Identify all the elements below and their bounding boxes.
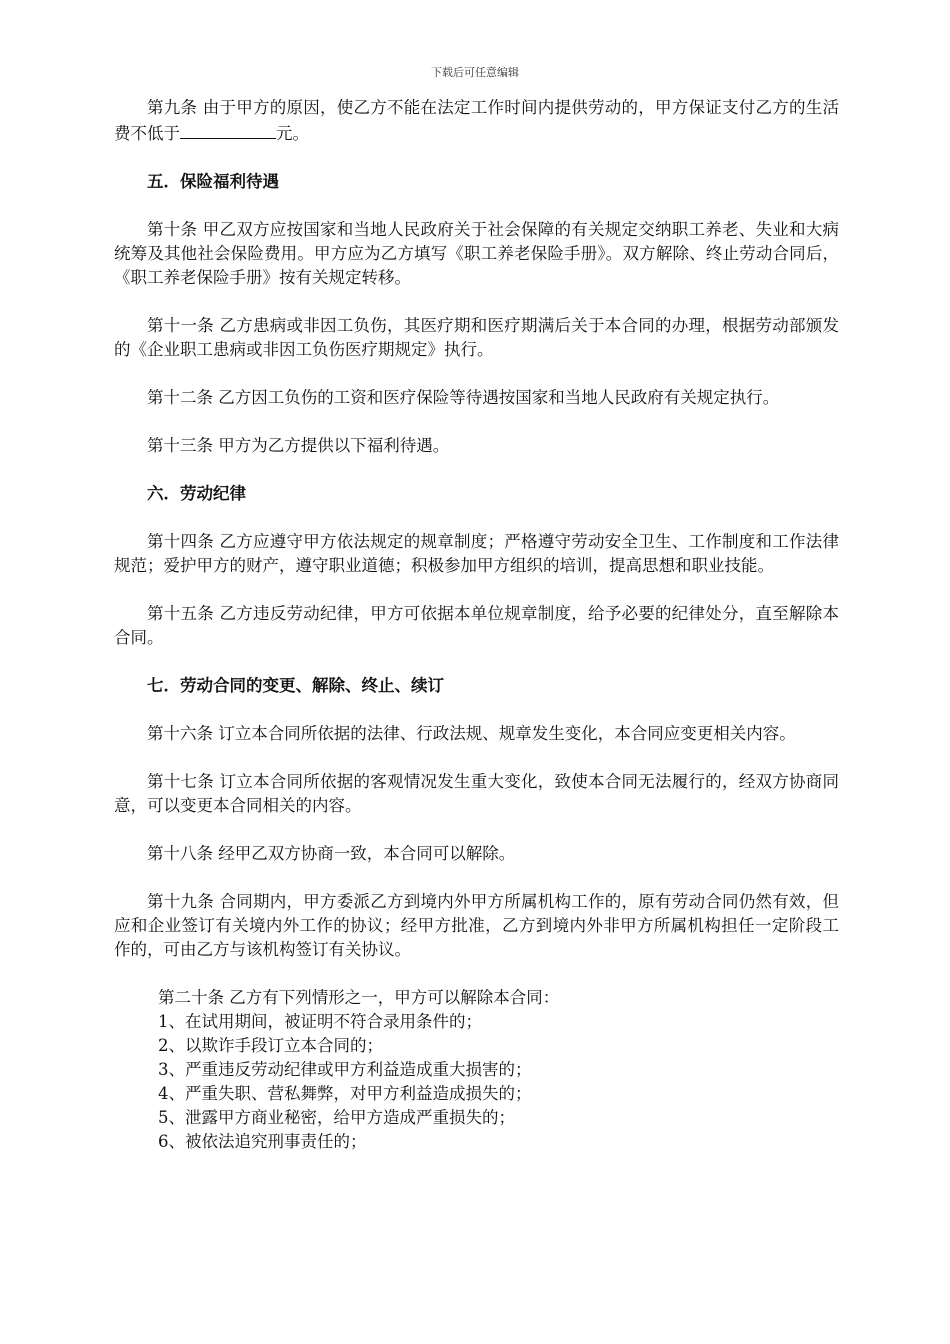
page-header: 下载后可任意编辑 [431, 66, 519, 79]
list-item: 3、严重违反劳动纪律或甲方利益造成重大损害的； [158, 1060, 532, 1079]
article-14: 第十四条 乙方应遵守甲方依法规定的规章制度；严格遵守劳动安全卫生、工作制度和工作法律规范；爱护甲方的财产，遵守职业道德；积极参加甲方组织的培训，提高思想和职业技能。 [114, 532, 839, 575]
list-item: 6、被依法追究刑事责任的； [158, 1132, 367, 1151]
list-item: 1、在试用期间，被证明不符合录用条件的； [158, 1012, 482, 1031]
article-20 [114, 986, 839, 1154]
amount-blank [180, 120, 276, 139]
document-body [114, 96, 839, 1154]
article-15: 第十五条 乙方违反劳动纪律，甲方可依据本单位规章制度，给予必要的纪律处分，直至解除本合同。 [114, 604, 839, 647]
section-7-heading: 七．劳动合同的变更、解除、终止、续订 [147, 676, 444, 695]
article-16: 第十六条 订立本合同所依据的法律、行政法规、规章发生变化，本合同应变更相关内容。 [147, 724, 796, 743]
section-6-heading: 六．劳动纪律 [147, 484, 246, 503]
article-9 [114, 96, 839, 146]
list-item: 2、以欺诈手段订立本合同的； [158, 1036, 383, 1055]
list-item: 5、泄露甲方商业秘密，给甲方造成严重损失的； [158, 1108, 515, 1127]
list-item: 4、严重失职、营私舞弊，对甲方利益造成损失的； [158, 1084, 532, 1103]
article-11: 第十一条 乙方患病或非因工负伤，其医疗期和医疗期满后关于本合同的办理，根据劳动部颁发的《企业职工患病或非因工负伤医疗期规定》执行。 [114, 316, 839, 359]
article-12: 第十二条 乙方因工负伤的工资和医疗保险等待遇按国家和当地人民政府有关规定执行。 [147, 388, 780, 407]
article-20-intro: 第二十条 乙方有下列情形之一，甲方可以解除本合同： [158, 988, 560, 1007]
article-19: 第十九条 合同期内，甲方委派乙方到境内外甲方所属机构工作的，原有劳动合同仍然有效，但应和企业签订有关境内外工作的协议；经甲方批准，乙方到境内外非甲方所属机构担任一定阶段工作的，可由乙方与该机构签订有关协议。 [114, 892, 839, 959]
article-13: 第十三条 甲方为乙方提供以下福利待遇。 [147, 436, 450, 455]
article-17: 第十七条 订立本合同所依据的客观情况发生重大变化，致使本合同无法履行的，经双方协商同意，可以变更本合同相关的内容。 [114, 772, 839, 815]
article-9-suffix: 元。 [276, 124, 309, 143]
section-5-heading: 五．保险福利待遇 [147, 172, 279, 191]
article-10: 第十条 甲乙双方应按国家和当地人民政府关于社会保障的有关规定交纳职工养老、失业和大病统筹及其他社会保险费用。甲方应为乙方填写《职工养老保险手册》。双方解除、终止劳动合同后，《职工养老保险手册》按有关规定转移。 [114, 220, 839, 287]
article-18: 第十八条 经甲乙双方协商一致，本合同可以解除。 [147, 844, 516, 863]
article-9-text: 第九条 由于甲方的原因，使乙方不能在法定工作时间内提供劳动的，甲方保证支付乙方的生活费不低于 [114, 98, 839, 143]
